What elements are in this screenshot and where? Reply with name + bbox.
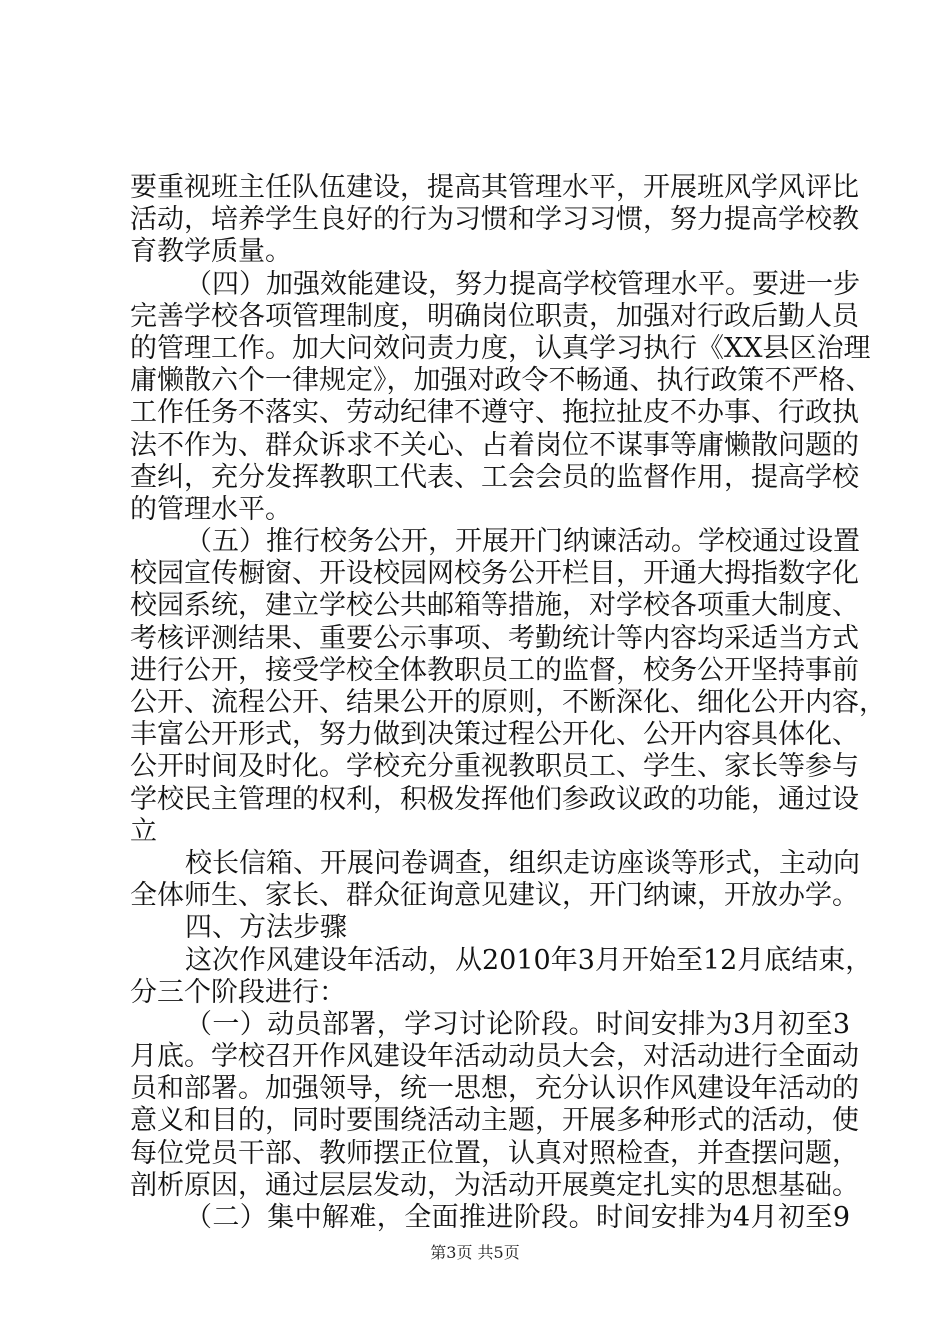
- text-line: 学校民主管理的权利，积极发挥他们参政议政的功能，通过设: [130, 783, 859, 815]
- text-line: 全体师生、家长、群众征询意见建议，开门纳谏，开放办学。: [130, 880, 859, 912]
- text-line: （四）加强效能建设，努力提高学校管理水平。要进一步: [185, 268, 860, 300]
- text-line: 每位党员干部、教师摆正位置，认真对照检查，并查摆问题，: [130, 1137, 859, 1169]
- text-line: 分三个阶段进行：: [130, 976, 346, 1008]
- text-line: 校长信箱、开展问卷调查，组织走访座谈等形式，主动向: [185, 847, 860, 879]
- text-line: 要重视班主任队伍建设，提高其管理水平，开展班风学风评比: [130, 172, 859, 203]
- text-line: 的管理水平。: [130, 493, 292, 525]
- text-line: 剖析原因，通过层层发动，为活动开展奠定扎实的思想基础。: [130, 1169, 859, 1201]
- text-line: 意义和目的，同时要围绕活动主题，开展多种形式的活动，使: [130, 1105, 859, 1137]
- text-line: 活动，培养学生良好的行为习惯和学习习惯，努力提高学校教: [130, 204, 859, 236]
- text-line: 育教学质量。: [130, 236, 292, 268]
- text-line: 四、方法步骤: [185, 912, 347, 944]
- text-line: 庸懒散六个一律规定》，加强对政令不畅通、执行政策不严格、: [130, 365, 873, 397]
- text-line: 的管理工作。加大问效问责力度，认真学习执行《XX县区治理: [130, 332, 871, 364]
- text-line: 丰富公开形式，努力做到决策过程公开化、公开内容具体化、: [130, 719, 859, 751]
- text-line: 立: [130, 815, 157, 847]
- document-body: [130, 172, 886, 1234]
- page-footer: 第3页 共5页: [430, 1243, 520, 1262]
- text-line: 这次作风建设年活动，从2010年3月开始至12月底结束，: [185, 944, 873, 976]
- text-line: 员和部署。加强领导，统一思想，充分认识作风建设年活动的: [130, 1073, 859, 1105]
- text-line: 公开时间及时化。学校充分重视教职员工、学生、家长等参与: [130, 751, 859, 783]
- text-line: 月底。学校召开作风建设年活动动员大会，对活动进行全面动: [130, 1041, 859, 1073]
- text-line: 工作任务不落实、劳动纪律不遵守、拖拉扯皮不办事、行政执: [130, 397, 859, 429]
- text-line: （一）动员部署，学习讨论阶段。时间安排为3月初至3: [185, 1008, 850, 1040]
- text-line: 校园宣传橱窗、开设校园网校务公开栏目，开通大拇指数字化: [130, 558, 859, 590]
- text-line: 公开、流程公开、结果公开的原则，不断深化、细化公开内容，: [130, 687, 886, 718]
- text-line: 查纠，充分发挥教职工代表、工会会员的监督作用，提高学校: [130, 461, 859, 493]
- text-line: 法不作为、群众诉求不关心、占着岗位不谋事等庸懒散问题的: [130, 429, 859, 461]
- text-line: 考核评测结果、重要公示事项、考勤统计等内容均采适当方式: [130, 622, 859, 654]
- text-line: 完善学校各项管理制度，明确岗位职责，加强对行政后勤人员: [130, 300, 859, 332]
- text-line: （二）集中解难，全面推进阶段。时间安排为4月初至9: [185, 1202, 850, 1233]
- text-line: 校园系统，建立学校公共邮箱等措施，对学校各项重大制度、: [130, 590, 859, 622]
- text-line: （五）推行校务公开，开展开门纳谏活动。学校通过设置: [185, 526, 860, 558]
- text-line: 进行公开，接受学校全体教职员工的监督，校务公开坚持事前: [130, 654, 859, 686]
